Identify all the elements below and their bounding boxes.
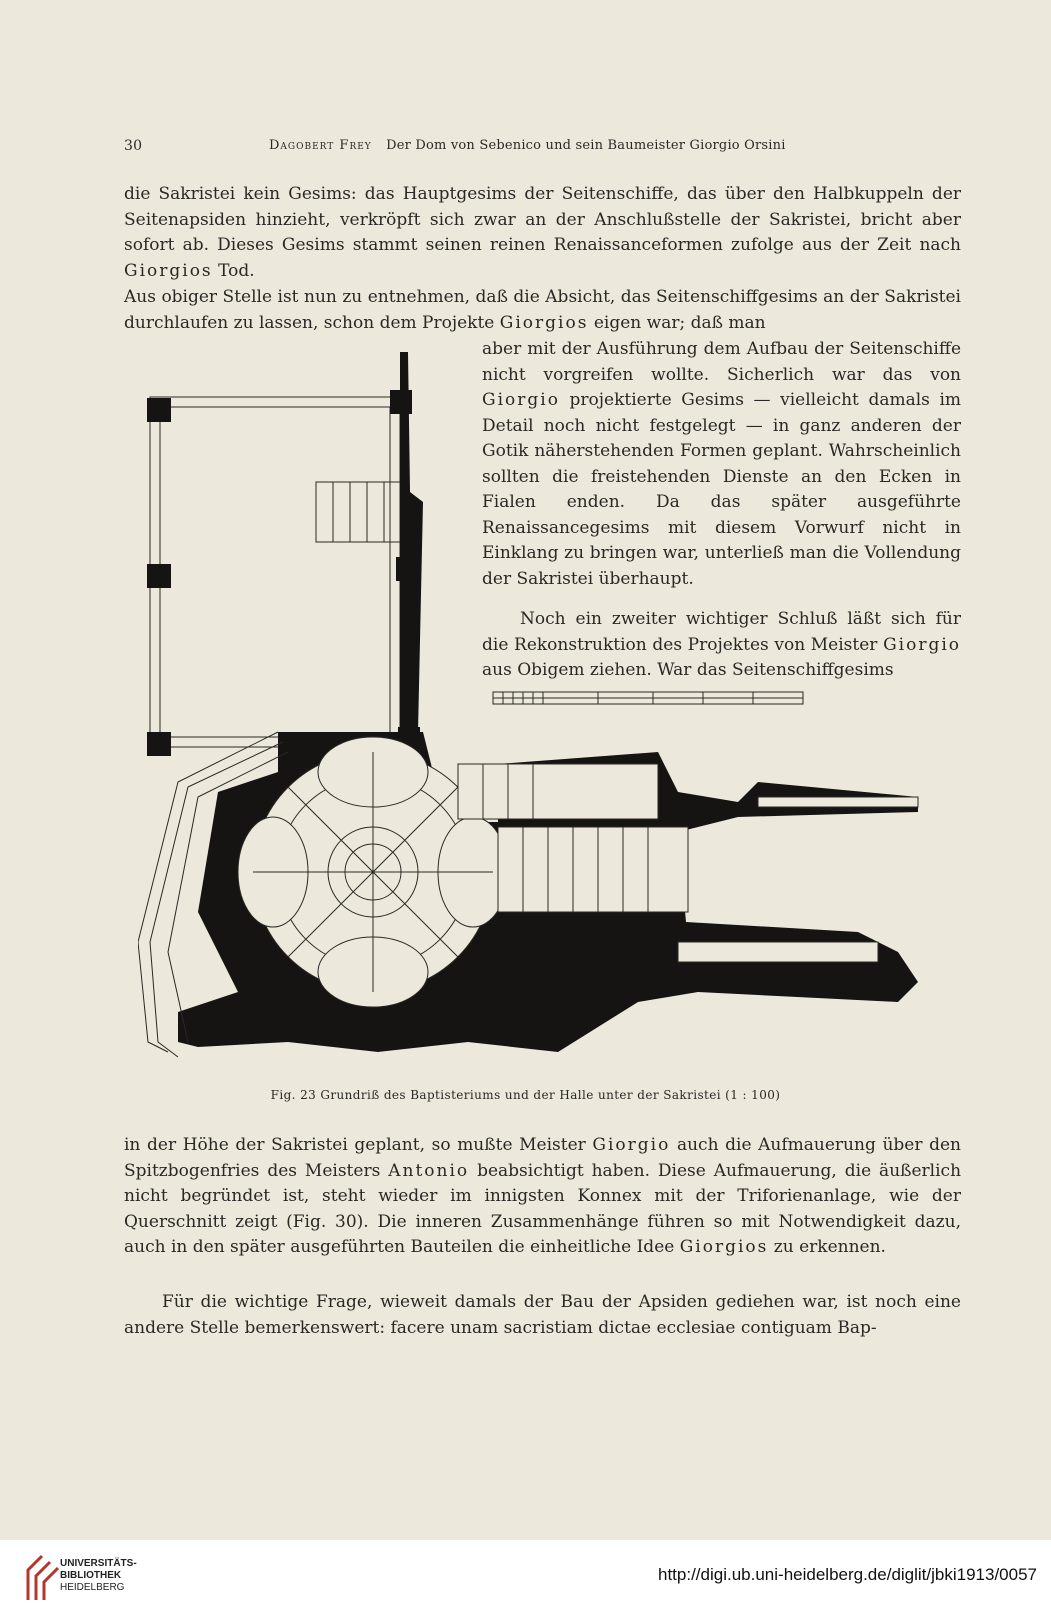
page-number: 30 — [124, 138, 143, 154]
paragraph-3-text: aber mit der Ausführung dem Aufbau der Seitenschiffe nicht vorgreifen wollte. Sicherlich war das von — [482, 339, 961, 385]
paragraph-1 — [124, 182, 961, 284]
running-title-line — [269, 138, 786, 153]
floor-plan-figure — [138, 352, 958, 1082]
pillars — [147, 352, 423, 756]
spaced-name: Giorgio — [883, 634, 962, 655]
library-name — [60, 1558, 137, 1594]
spaced-name: Giorgios — [124, 260, 213, 281]
spaced-name: Giorgios — [679, 1237, 769, 1257]
digitization-footer — [0, 1540, 1051, 1615]
running-title: Der Dom von Sebenico und sein Baumeister Giorgio Orsini — [386, 138, 786, 153]
paragraph-5-text-3: beabsichtigt haben. Diese Aufmauerung, die äußerlich nicht begründet ist, steht wieder im innigsten Konnex mit der Triforienanlage, wie der Querschnitt zeigt (Fig. 30). Die inneren Zusammenhänge führen so mit Notwendigkeit dazu, auch in den später ausgeführten Bauteilen die einheitliche Idee — [124, 1160, 962, 1257]
figure-caption: Fig. 23 Grundriß des Baptisteriums und der Halle unter der Sakristei (1 : 100) — [270, 1088, 781, 1102]
source-url-link[interactable]: http://digi.ub.uni-heidelberg.de/diglit/jbki1913/0057 — [658, 1565, 1037, 1584]
scale-bar — [493, 692, 803, 704]
paragraph-1-text: die Sakristei kein Gesims: das Hauptgesims der Seitenschiffe, das über den Halbkuppeln der Seitenapsiden hinzieht, verkröpft sich zwar an der Anschlußstelle der Sakristei, bricht aber sofort ab. Dieses Gesims stammt seinen reinen Renaissanceformen zufolge aus der Zeit nach — [124, 184, 961, 255]
paragraph-5-text: in der Höhe der Sakristei geplant, so mußte Meister — [124, 1135, 586, 1155]
library-logo-icon — [22, 1552, 64, 1604]
spaced-name: Giorgios — [499, 312, 589, 333]
spaced-name: Giorgio — [592, 1135, 671, 1155]
library-name-line-2: BIBLIOTHEK — [60, 1570, 122, 1581]
library-name-line-3: HEIDELBERG — [60, 1582, 125, 1593]
paragraph-4-end: aus Obigem ziehen. War das Seitenschiffgesims — [482, 660, 894, 680]
paragraph-5 — [124, 1133, 961, 1261]
paragraph-1-end: Tod. — [218, 260, 255, 281]
paragraph-2-text: Aus obiger Stelle ist nun zu entnehmen, daß die Absicht, das Seitenschiffgesims an der Sakristei durchlaufen zu lassen, schon dem Projekte — [124, 287, 961, 333]
paragraph-2-end: eigen war; daß man — [593, 312, 766, 333]
paragraph-2 — [124, 285, 961, 336]
sacristy-hall-plan — [150, 397, 400, 747]
paragraph-6: Für die wichtige Frage, wieweit damals der Bau der Apsiden gediehen war, ist noch eine andere Stelle bemerkenswert: facere unam sacristiam dictae ecclesiae contiguam Bap- — [124, 1292, 961, 1338]
library-name-line-1: UNIVERSITÄTS- — [60, 1558, 137, 1569]
paragraph-4-text: Noch ein zweiter wichtiger Schluß läßt sich für die Rekonstruktion des Projektes von Meister — [482, 609, 961, 655]
paragraph-5-text-2: auch die Aufmauerung über den Spitzbogenfries des Meisters — [124, 1135, 961, 1181]
spaced-name: Giorgio — [482, 390, 560, 410]
author-name: Dagobert Frey — [269, 138, 372, 153]
paragraph-5-end: zu erkennen. — [773, 1237, 886, 1257]
paragraph-3-end: projektierte Gesims — vielleicht damals im Detail noch nicht festgelegt — in ganz anderen der Gotik näherstehenden Formen geplant. Wahrscheinlich sollten die freistehenden Dienste an den Ecken in Fialen enden. Da das später ausgeführte Renaissancegesims mit diesem Vorwurf nicht in Einklang zu bringen war, unterließ man die Vollendung der Sakristei überhaupt. — [482, 390, 962, 589]
spaced-name: Antonio — [388, 1160, 470, 1181]
